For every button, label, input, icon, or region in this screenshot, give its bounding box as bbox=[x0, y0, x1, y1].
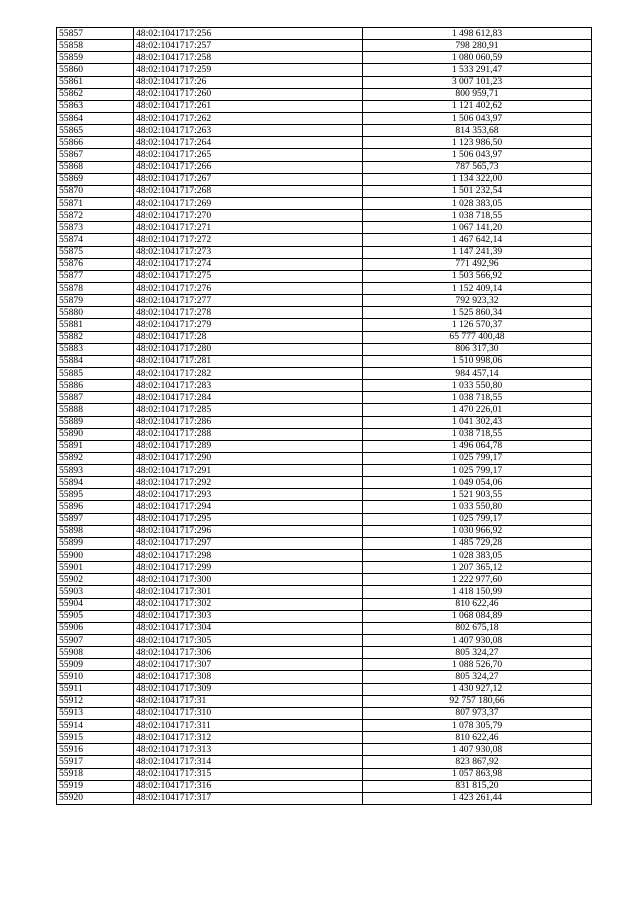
cadastral-number-cell: 48:02:1041717:273 bbox=[134, 246, 363, 258]
cadastral-number-cell: 48:02:1041717:265 bbox=[134, 149, 363, 161]
document-page bbox=[56, 27, 591, 805]
row-number-cell: 55913 bbox=[57, 707, 134, 719]
table-row bbox=[57, 586, 592, 598]
table-row bbox=[57, 768, 592, 780]
table-row bbox=[57, 647, 592, 659]
cadastral-value-cell: 1 028 383,05 bbox=[363, 197, 592, 209]
cadastral-number-cell: 48:02:1041717:260 bbox=[134, 88, 363, 100]
cadastral-value-cell: 1 418 150,99 bbox=[363, 586, 592, 598]
row-number-cell: 55864 bbox=[57, 112, 134, 124]
table-row bbox=[57, 76, 592, 88]
cadastral-value-cell: 798 280,91 bbox=[363, 40, 592, 52]
cadastral-number-cell: 48:02:1041717:283 bbox=[134, 380, 363, 392]
row-number-cell: 55875 bbox=[57, 246, 134, 258]
cadastral-number-cell: 48:02:1041717:275 bbox=[134, 270, 363, 282]
cadastral-number-cell: 48:02:1041717:298 bbox=[134, 550, 363, 562]
cadastral-value-cell: 1 123 986,50 bbox=[363, 137, 592, 149]
cadastral-value-cell: 810 622,46 bbox=[363, 732, 592, 744]
row-number-cell: 55861 bbox=[57, 76, 134, 88]
table-row bbox=[57, 270, 592, 282]
table-row bbox=[57, 792, 592, 804]
table-row bbox=[57, 610, 592, 622]
cadastral-value-cell: 1 147 241,39 bbox=[363, 246, 592, 258]
table-row bbox=[57, 537, 592, 549]
cadastral-value-cell: 831 815,20 bbox=[363, 780, 592, 792]
cadastral-value-cell: 1 088 526,70 bbox=[363, 659, 592, 671]
cadastral-number-cell: 48:02:1041717:270 bbox=[134, 210, 363, 222]
cadastral-number-cell: 48:02:1041717:268 bbox=[134, 185, 363, 197]
row-number-cell: 55907 bbox=[57, 635, 134, 647]
cadastral-number-cell: 48:02:1041717:272 bbox=[134, 234, 363, 246]
cadastral-number-cell: 48:02:1041717:300 bbox=[134, 574, 363, 586]
cadastral-value-cell: 1 521 903,55 bbox=[363, 489, 592, 501]
cadastral-number-cell: 48:02:1041717:276 bbox=[134, 282, 363, 294]
cadastral-value-cell: 1 025 799,17 bbox=[363, 452, 592, 464]
table-row bbox=[57, 137, 592, 149]
cadastral-value-cell: 1 496 064,78 bbox=[363, 440, 592, 452]
table-row bbox=[57, 222, 592, 234]
cadastral-number-cell: 48:02:1041717:31 bbox=[134, 695, 363, 707]
cadastral-value-cell: 806 317,30 bbox=[363, 343, 592, 355]
table-row bbox=[57, 185, 592, 197]
cadastral-value-cell: 810 622,46 bbox=[363, 598, 592, 610]
cadastral-value-cell: 1 407 930,08 bbox=[363, 744, 592, 756]
row-number-cell: 55903 bbox=[57, 586, 134, 598]
table-row bbox=[57, 52, 592, 64]
row-number-cell: 55888 bbox=[57, 404, 134, 416]
cadastral-number-cell: 48:02:1041717:305 bbox=[134, 635, 363, 647]
row-number-cell: 55866 bbox=[57, 137, 134, 149]
cadastral-value-cell: 1 038 718,55 bbox=[363, 392, 592, 404]
cadastral-number-cell: 48:02:1041717:308 bbox=[134, 671, 363, 683]
cadastral-value-cell: 1 510 998,06 bbox=[363, 355, 592, 367]
cadastral-number-cell: 48:02:1041717:290 bbox=[134, 452, 363, 464]
row-number-cell: 55889 bbox=[57, 416, 134, 428]
table-row bbox=[57, 732, 592, 744]
cadastral-number-cell: 48:02:1041717:267 bbox=[134, 173, 363, 185]
table-row bbox=[57, 149, 592, 161]
row-number-cell: 55917 bbox=[57, 756, 134, 768]
table-row bbox=[57, 780, 592, 792]
cadastral-value-cell: 807 973,37 bbox=[363, 707, 592, 719]
row-number-cell: 55881 bbox=[57, 319, 134, 331]
cadastral-value-cell: 1 057 863,98 bbox=[363, 768, 592, 780]
table-row bbox=[57, 428, 592, 440]
table-row bbox=[57, 28, 592, 40]
cadastral-value-cell: 1 470 226,01 bbox=[363, 404, 592, 416]
table-row bbox=[57, 367, 592, 379]
cadastral-number-cell: 48:02:1041717:278 bbox=[134, 307, 363, 319]
cadastral-value-cell: 1 407 930,08 bbox=[363, 635, 592, 647]
row-number-cell: 55862 bbox=[57, 88, 134, 100]
row-number-cell: 55910 bbox=[57, 671, 134, 683]
table-row bbox=[57, 489, 592, 501]
cadastral-value-cell: 1 207 365,12 bbox=[363, 562, 592, 574]
table-row bbox=[57, 355, 592, 367]
cadastral-value-cell: 1 078 305,79 bbox=[363, 720, 592, 732]
table-row bbox=[57, 452, 592, 464]
row-number-cell: 55859 bbox=[57, 52, 134, 64]
row-number-cell: 55902 bbox=[57, 574, 134, 586]
cadastral-value-cell: 1 498 612,83 bbox=[363, 28, 592, 40]
row-number-cell: 55883 bbox=[57, 343, 134, 355]
cadastral-number-cell: 48:02:1041717:269 bbox=[134, 197, 363, 209]
table-row bbox=[57, 343, 592, 355]
table-row bbox=[57, 683, 592, 695]
row-number-cell: 55914 bbox=[57, 720, 134, 732]
row-number-cell: 55869 bbox=[57, 173, 134, 185]
table-body bbox=[57, 28, 592, 805]
cadastral-number-cell: 48:02:1041717:312 bbox=[134, 732, 363, 744]
row-number-cell: 55876 bbox=[57, 258, 134, 270]
row-number-cell: 55878 bbox=[57, 282, 134, 294]
table-row bbox=[57, 173, 592, 185]
table-row bbox=[57, 440, 592, 452]
row-number-cell: 55892 bbox=[57, 452, 134, 464]
table-row bbox=[57, 501, 592, 513]
cadastral-value-cell: 1 152 409,14 bbox=[363, 282, 592, 294]
cadastral-number-cell: 48:02:1041717:317 bbox=[134, 792, 363, 804]
cadastral-value-cell: 1 506 043,97 bbox=[363, 149, 592, 161]
row-number-cell: 55894 bbox=[57, 477, 134, 489]
table-row bbox=[57, 404, 592, 416]
cadastral-value-cell: 1 503 566,92 bbox=[363, 270, 592, 282]
cadastral-number-cell: 48:02:1041717:306 bbox=[134, 647, 363, 659]
cadastral-value-cell: 802 675,18 bbox=[363, 622, 592, 634]
table-row bbox=[57, 659, 592, 671]
cadastral-number-cell: 48:02:1041717:315 bbox=[134, 768, 363, 780]
row-number-cell: 55919 bbox=[57, 780, 134, 792]
row-number-cell: 55880 bbox=[57, 307, 134, 319]
cadastral-value-cell: 1 222 977,60 bbox=[363, 574, 592, 586]
cadastral-number-cell: 48:02:1041717:277 bbox=[134, 295, 363, 307]
cadastral-value-cell: 814 353,68 bbox=[363, 125, 592, 137]
row-number-cell: 55911 bbox=[57, 683, 134, 695]
table-row bbox=[57, 465, 592, 477]
cadastral-number-cell: 48:02:1041717:282 bbox=[134, 367, 363, 379]
table-row bbox=[57, 622, 592, 634]
row-number-cell: 55877 bbox=[57, 270, 134, 282]
table-row bbox=[57, 598, 592, 610]
cadastral-value-cell: 1 430 927,12 bbox=[363, 683, 592, 695]
cadastral-number-cell: 48:02:1041717:301 bbox=[134, 586, 363, 598]
cadastral-value-cell: 1 506 043,97 bbox=[363, 112, 592, 124]
cadastral-number-cell: 48:02:1041717:258 bbox=[134, 52, 363, 64]
cadastral-value-cell: 92 757 180,66 bbox=[363, 695, 592, 707]
cadastral-number-cell: 48:02:1041717:289 bbox=[134, 440, 363, 452]
cadastral-number-cell: 48:02:1041717:316 bbox=[134, 780, 363, 792]
cadastral-value-cell: 805 324,27 bbox=[363, 647, 592, 659]
table-row bbox=[57, 392, 592, 404]
cadastral-value-cell: 1 030 966,92 bbox=[363, 525, 592, 537]
cadastral-number-cell: 48:02:1041717:299 bbox=[134, 562, 363, 574]
cadastral-number-cell: 48:02:1041717:295 bbox=[134, 513, 363, 525]
cadastral-number-cell: 48:02:1041717:274 bbox=[134, 258, 363, 270]
row-number-cell: 55915 bbox=[57, 732, 134, 744]
row-number-cell: 55887 bbox=[57, 392, 134, 404]
cadastral-value-cell: 1 033 550,80 bbox=[363, 380, 592, 392]
table-row bbox=[57, 100, 592, 112]
cadastral-number-cell: 48:02:1041717:310 bbox=[134, 707, 363, 719]
row-number-cell: 55920 bbox=[57, 792, 134, 804]
row-number-cell: 55879 bbox=[57, 295, 134, 307]
row-number-cell: 55868 bbox=[57, 161, 134, 173]
cadastral-value-cell: 1 467 642,14 bbox=[363, 234, 592, 246]
row-number-cell: 55867 bbox=[57, 149, 134, 161]
row-number-cell: 55901 bbox=[57, 562, 134, 574]
cadastral-number-cell: 48:02:1041717:313 bbox=[134, 744, 363, 756]
cadastral-number-cell: 48:02:1041717:309 bbox=[134, 683, 363, 695]
cadastral-number-cell: 48:02:1041717:264 bbox=[134, 137, 363, 149]
row-number-cell: 55863 bbox=[57, 100, 134, 112]
table-row bbox=[57, 282, 592, 294]
cadastral-number-cell: 48:02:1041717:288 bbox=[134, 428, 363, 440]
row-number-cell: 55857 bbox=[57, 28, 134, 40]
row-number-cell: 55895 bbox=[57, 489, 134, 501]
row-number-cell: 55898 bbox=[57, 525, 134, 537]
row-number-cell: 55891 bbox=[57, 440, 134, 452]
cadastral-value-cell: 65 777 400,48 bbox=[363, 331, 592, 343]
row-number-cell: 55912 bbox=[57, 695, 134, 707]
row-number-cell: 55908 bbox=[57, 647, 134, 659]
cadastral-number-cell: 48:02:1041717:314 bbox=[134, 756, 363, 768]
cadastral-value-cell: 792 923,32 bbox=[363, 295, 592, 307]
table-row bbox=[57, 756, 592, 768]
row-number-cell: 55884 bbox=[57, 355, 134, 367]
row-number-cell: 55871 bbox=[57, 197, 134, 209]
row-number-cell: 55896 bbox=[57, 501, 134, 513]
cadastral-value-cell: 1 038 718,55 bbox=[363, 428, 592, 440]
table-row bbox=[57, 671, 592, 683]
row-number-cell: 55906 bbox=[57, 622, 134, 634]
cadastral-value-cell: 1 423 261,44 bbox=[363, 792, 592, 804]
cadastral-number-cell: 48:02:1041717:280 bbox=[134, 343, 363, 355]
cadastral-number-cell: 48:02:1041717:285 bbox=[134, 404, 363, 416]
row-number-cell: 55900 bbox=[57, 550, 134, 562]
cadastral-value-cell: 1 080 060,59 bbox=[363, 52, 592, 64]
table-row bbox=[57, 477, 592, 489]
row-number-cell: 55909 bbox=[57, 659, 134, 671]
cadastral-value-cell: 805 324,27 bbox=[363, 671, 592, 683]
cadastral-value-cell: 1 126 570,37 bbox=[363, 319, 592, 331]
table-row bbox=[57, 234, 592, 246]
table-row bbox=[57, 720, 592, 732]
cadastral-number-cell: 48:02:1041717:257 bbox=[134, 40, 363, 52]
table-row bbox=[57, 246, 592, 258]
table-row bbox=[57, 210, 592, 222]
cadastral-value-cell: 1 025 799,17 bbox=[363, 465, 592, 477]
table-row bbox=[57, 125, 592, 137]
cadastral-value-cell: 800 959,71 bbox=[363, 88, 592, 100]
cadastral-number-cell: 48:02:1041717:271 bbox=[134, 222, 363, 234]
cadastral-value-cell: 1 067 141,20 bbox=[363, 222, 592, 234]
cadastral-value-cell: 1 121 402,62 bbox=[363, 100, 592, 112]
row-number-cell: 55904 bbox=[57, 598, 134, 610]
cadastral-value-cell: 1 068 084,89 bbox=[363, 610, 592, 622]
table-row bbox=[57, 331, 592, 343]
table-row bbox=[57, 112, 592, 124]
row-number-cell: 55870 bbox=[57, 185, 134, 197]
cadastral-number-cell: 48:02:1041717:286 bbox=[134, 416, 363, 428]
cadastral-number-cell: 48:02:1041717:281 bbox=[134, 355, 363, 367]
row-number-cell: 55874 bbox=[57, 234, 134, 246]
cadastral-number-cell: 48:02:1041717:256 bbox=[134, 28, 363, 40]
table-row bbox=[57, 695, 592, 707]
row-number-cell: 55886 bbox=[57, 380, 134, 392]
cadastral-value-cell: 771 492,96 bbox=[363, 258, 592, 270]
table-row bbox=[57, 258, 592, 270]
cadastral-number-cell: 48:02:1041717:28 bbox=[134, 331, 363, 343]
cadastral-number-cell: 48:02:1041717:304 bbox=[134, 622, 363, 634]
cadastral-number-cell: 48:02:1041717:266 bbox=[134, 161, 363, 173]
cadastral-value-cell: 1 041 302,43 bbox=[363, 416, 592, 428]
table-row bbox=[57, 562, 592, 574]
row-number-cell: 55897 bbox=[57, 513, 134, 525]
cadastral-number-cell: 48:02:1041717:303 bbox=[134, 610, 363, 622]
row-number-cell: 55890 bbox=[57, 428, 134, 440]
cadastral-value-cell: 823 867,92 bbox=[363, 756, 592, 768]
table-row bbox=[57, 744, 592, 756]
cadastral-number-cell: 48:02:1041717:307 bbox=[134, 659, 363, 671]
cadastral-value-table bbox=[56, 27, 592, 805]
table-row bbox=[57, 380, 592, 392]
table-row bbox=[57, 525, 592, 537]
row-number-cell: 55882 bbox=[57, 331, 134, 343]
table-row bbox=[57, 635, 592, 647]
table-row bbox=[57, 161, 592, 173]
cadastral-value-cell: 1 038 718,55 bbox=[363, 210, 592, 222]
cadastral-value-cell: 1 025 799,17 bbox=[363, 513, 592, 525]
row-number-cell: 55905 bbox=[57, 610, 134, 622]
cadastral-value-cell: 1 033 550,80 bbox=[363, 501, 592, 513]
cadastral-number-cell: 48:02:1041717:284 bbox=[134, 392, 363, 404]
cadastral-number-cell: 48:02:1041717:296 bbox=[134, 525, 363, 537]
row-number-cell: 55893 bbox=[57, 465, 134, 477]
row-number-cell: 55918 bbox=[57, 768, 134, 780]
table-row bbox=[57, 40, 592, 52]
cadastral-value-cell: 1 134 322,00 bbox=[363, 173, 592, 185]
cadastral-number-cell: 48:02:1041717:26 bbox=[134, 76, 363, 88]
cadastral-number-cell: 48:02:1041717:297 bbox=[134, 537, 363, 549]
cadastral-value-cell: 1 485 729,28 bbox=[363, 537, 592, 549]
table-row bbox=[57, 64, 592, 76]
table-row bbox=[57, 88, 592, 100]
table-row bbox=[57, 416, 592, 428]
cadastral-value-cell: 3 007 101,23 bbox=[363, 76, 592, 88]
row-number-cell: 55858 bbox=[57, 40, 134, 52]
cadastral-number-cell: 48:02:1041717:259 bbox=[134, 64, 363, 76]
table-row bbox=[57, 707, 592, 719]
cadastral-number-cell: 48:02:1041717:293 bbox=[134, 489, 363, 501]
row-number-cell: 55873 bbox=[57, 222, 134, 234]
row-number-cell: 55916 bbox=[57, 744, 134, 756]
cadastral-number-cell: 48:02:1041717:292 bbox=[134, 477, 363, 489]
cadastral-number-cell: 48:02:1041717:294 bbox=[134, 501, 363, 513]
cadastral-number-cell: 48:02:1041717:291 bbox=[134, 465, 363, 477]
cadastral-value-cell: 1 501 232,54 bbox=[363, 185, 592, 197]
cadastral-number-cell: 48:02:1041717:311 bbox=[134, 720, 363, 732]
row-number-cell: 55899 bbox=[57, 537, 134, 549]
row-number-cell: 55872 bbox=[57, 210, 134, 222]
table-row bbox=[57, 197, 592, 209]
cadastral-number-cell: 48:02:1041717:261 bbox=[134, 100, 363, 112]
cadastral-value-cell: 1 049 054,06 bbox=[363, 477, 592, 489]
table-row bbox=[57, 319, 592, 331]
row-number-cell: 55865 bbox=[57, 125, 134, 137]
cadastral-value-cell: 787 565,73 bbox=[363, 161, 592, 173]
cadastral-number-cell: 48:02:1041717:263 bbox=[134, 125, 363, 137]
row-number-cell: 55885 bbox=[57, 367, 134, 379]
table-row bbox=[57, 550, 592, 562]
cadastral-number-cell: 48:02:1041717:302 bbox=[134, 598, 363, 610]
table-row bbox=[57, 574, 592, 586]
cadastral-number-cell: 48:02:1041717:262 bbox=[134, 112, 363, 124]
cadastral-value-cell: 1 028 383,05 bbox=[363, 550, 592, 562]
cadastral-value-cell: 1 525 860,34 bbox=[363, 307, 592, 319]
cadastral-value-cell: 984 457,14 bbox=[363, 367, 592, 379]
row-number-cell: 55860 bbox=[57, 64, 134, 76]
table-row bbox=[57, 513, 592, 525]
cadastral-value-cell: 1 533 291,47 bbox=[363, 64, 592, 76]
cadastral-number-cell: 48:02:1041717:279 bbox=[134, 319, 363, 331]
table-row bbox=[57, 307, 592, 319]
table-row bbox=[57, 295, 592, 307]
